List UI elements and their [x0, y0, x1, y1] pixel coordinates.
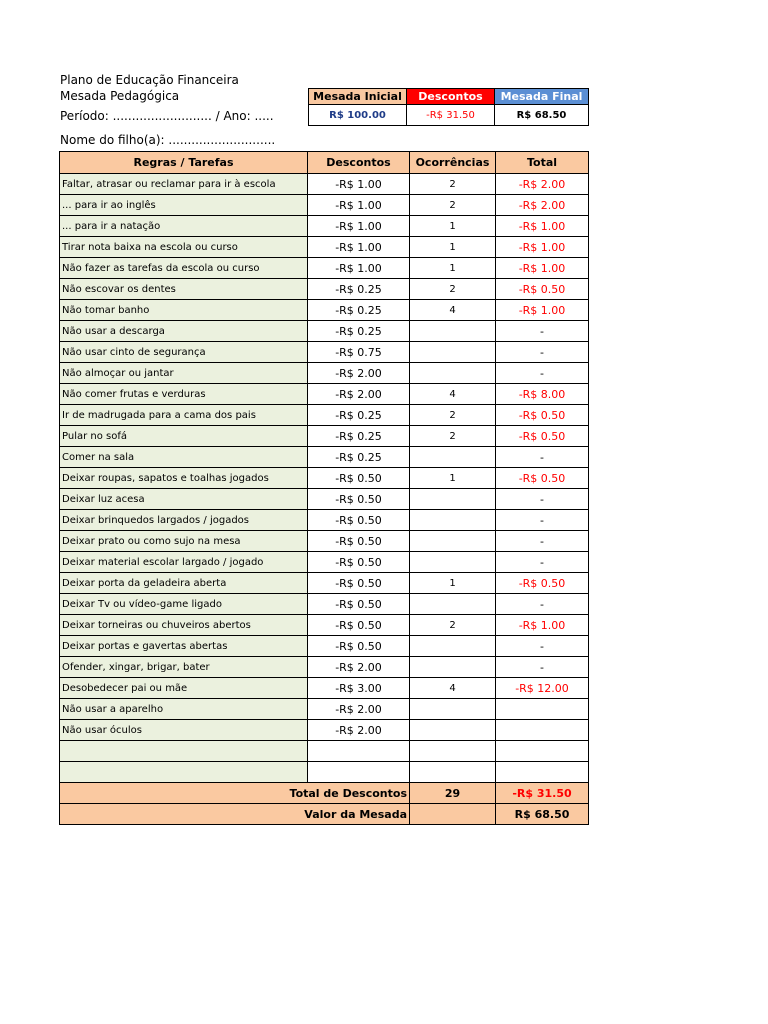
- occurrences-cell[interactable]: [410, 447, 496, 468]
- total-cell: -: [496, 489, 589, 510]
- table-row: [60, 321, 589, 342]
- total-cell: -R$ 1.00: [496, 300, 589, 321]
- total-cell: -: [496, 510, 589, 531]
- table-header-row: [60, 152, 589, 174]
- total-cell: -R$ 0.50: [496, 468, 589, 489]
- discounts-header: Descontos: [407, 89, 495, 105]
- table-row: [60, 363, 589, 384]
- occurrences-cell[interactable]: [410, 531, 496, 552]
- discount-cell[interactable]: -R$ 0.50: [308, 594, 410, 615]
- discount-cell[interactable]: -R$ 0.25: [308, 405, 410, 426]
- total-cell: -R$ 8.00: [496, 384, 589, 405]
- table-row: [60, 342, 589, 363]
- total-cell: -: [496, 447, 589, 468]
- rule-cell: Não usar cinto de segurança: [60, 342, 308, 363]
- discount-cell[interactable]: -R$ 0.25: [308, 321, 410, 342]
- occurrences-cell[interactable]: [410, 741, 496, 762]
- occurrences-cell[interactable]: 2: [410, 615, 496, 636]
- table-row: [60, 552, 589, 573]
- rule-cell: Ir de madrugada para a cama dos pais: [60, 405, 308, 426]
- discount-cell[interactable]: -R$ 0.25: [308, 300, 410, 321]
- table-row: [60, 384, 589, 405]
- doc-title: Plano de Educação Financeira: [60, 73, 239, 87]
- rule-cell: ... para ir ao inglês: [60, 195, 308, 216]
- table-row: [60, 300, 589, 321]
- initial-allowance-header: Mesada Inicial: [309, 89, 407, 105]
- col-header-rules: Regras / Tarefas: [60, 152, 308, 174]
- discount-cell[interactable]: -R$ 0.50: [308, 510, 410, 531]
- occurrences-cell[interactable]: 4: [410, 678, 496, 699]
- rule-cell: Tirar nota baixa na escola ou curso: [60, 237, 308, 258]
- rule-cell: [60, 762, 308, 783]
- discount-cell[interactable]: [308, 762, 410, 783]
- total-cell: -: [496, 363, 589, 384]
- total-cell: -R$ 0.50: [496, 426, 589, 447]
- discount-cell[interactable]: -R$ 1.00: [308, 258, 410, 279]
- final-allowance-header: Mesada Final: [495, 89, 589, 105]
- occurrences-cell[interactable]: 1: [410, 237, 496, 258]
- rule-cell: Ofender, xingar, brigar, bater: [60, 657, 308, 678]
- doc-subtitle: Mesada Pedagógica: [60, 89, 180, 103]
- discount-cell[interactable]: -R$ 0.25: [308, 279, 410, 300]
- allowance-value: R$ 68.50: [496, 804, 589, 825]
- total-cell: -R$ 1.00: [496, 216, 589, 237]
- table-row: [60, 531, 589, 552]
- discount-cell[interactable]: -R$ 1.00: [308, 195, 410, 216]
- occurrences-cell[interactable]: 4: [410, 384, 496, 405]
- table-row: [60, 279, 589, 300]
- table-row: [60, 174, 589, 195]
- rule-cell: [60, 741, 308, 762]
- total-occurrences: 29: [410, 783, 496, 804]
- child-name-field[interactable]: Nome do filho(a): ............................: [60, 133, 276, 147]
- total-discounts-label: Total de Descontos: [60, 783, 410, 804]
- occurrences-cell[interactable]: [410, 552, 496, 573]
- discount-cell[interactable]: -R$ 0.50: [308, 552, 410, 573]
- table-row: [60, 489, 589, 510]
- rule-cell: Deixar torneiras ou chuveiros abertos: [60, 615, 308, 636]
- rule-cell: Deixar material escolar largado / jogado: [60, 552, 308, 573]
- initial-allowance-value[interactable]: R$ 100.00: [309, 105, 407, 126]
- occurrences-cell[interactable]: 2: [410, 174, 496, 195]
- final-allowance-value: R$ 68.50: [495, 105, 589, 126]
- total-cell: [496, 762, 589, 783]
- total-cell: -R$ 0.50: [496, 405, 589, 426]
- rule-cell: Desobedecer pai ou mãe: [60, 678, 308, 699]
- occurrences-cell[interactable]: [410, 342, 496, 363]
- total-cell: -R$ 1.00: [496, 237, 589, 258]
- rule-cell: Deixar luz acesa: [60, 489, 308, 510]
- rule-cell: Não usar a aparelho: [60, 699, 308, 720]
- table-row: [60, 573, 589, 594]
- table-row: [60, 741, 589, 762]
- discount-cell[interactable]: -R$ 0.75: [308, 342, 410, 363]
- table-row: [60, 762, 589, 783]
- discount-cell[interactable]: -R$ 2.00: [308, 384, 410, 405]
- table-row: [60, 195, 589, 216]
- occurrences-cell[interactable]: 1: [410, 468, 496, 489]
- rule-cell: Deixar porta da geladeira aberta: [60, 573, 308, 594]
- discount-cell[interactable]: -R$ 2.00: [308, 657, 410, 678]
- total-cell: -R$ 2.00: [496, 174, 589, 195]
- discount-cell[interactable]: -R$ 0.50: [308, 489, 410, 510]
- table-row: [60, 720, 589, 741]
- period-field[interactable]: Período: .......................... / Ano: .....: [60, 109, 274, 123]
- table-row: [60, 447, 589, 468]
- table-row: [60, 657, 589, 678]
- discount-cell[interactable]: -R$ 0.50: [308, 615, 410, 636]
- occurrences-cell[interactable]: [410, 321, 496, 342]
- table-row: [60, 237, 589, 258]
- allowance-row: [60, 804, 589, 825]
- total-cell: -: [496, 552, 589, 573]
- table-row: [60, 216, 589, 237]
- discount-cell[interactable]: -R$ 2.00: [308, 699, 410, 720]
- rule-cell: Pular no sofá: [60, 426, 308, 447]
- occurrences-cell[interactable]: [410, 594, 496, 615]
- summary-table: [308, 88, 589, 126]
- discount-cell[interactable]: -R$ 0.50: [308, 636, 410, 657]
- rule-cell: Não escovar os dentes: [60, 279, 308, 300]
- table-row: [60, 678, 589, 699]
- total-cell: -R$ 1.00: [496, 258, 589, 279]
- col-header-discounts: Descontos: [308, 152, 410, 174]
- total-discounts-value: -R$ 31.50: [496, 783, 589, 804]
- total-cell: -: [496, 594, 589, 615]
- rule-cell: Deixar prato ou como sujo na mesa: [60, 531, 308, 552]
- rule-cell: Deixar brinquedos largados / jogados: [60, 510, 308, 531]
- total-cell: -: [496, 636, 589, 657]
- occurrences-cell[interactable]: [410, 636, 496, 657]
- rule-cell: Não usar a descarga: [60, 321, 308, 342]
- occurrences-cell[interactable]: [410, 489, 496, 510]
- rule-cell: Deixar roupas, sapatos e toalhas jogados: [60, 468, 308, 489]
- total-cell: -R$ 0.50: [496, 279, 589, 300]
- allowance-label: Valor da Mesada: [60, 804, 410, 825]
- occurrences-cell[interactable]: 1: [410, 573, 496, 594]
- total-cell: -R$ 2.00: [496, 195, 589, 216]
- total-cell: -: [496, 657, 589, 678]
- rule-cell: Faltar, atrasar ou reclamar para ir à escola: [60, 174, 308, 195]
- rule-cell: Não comer frutas e verduras: [60, 384, 308, 405]
- discount-cell[interactable]: -R$ 1.00: [308, 237, 410, 258]
- discount-cell[interactable]: -R$ 0.25: [308, 447, 410, 468]
- discount-cell[interactable]: -R$ 2.00: [308, 720, 410, 741]
- total-cell: [496, 741, 589, 762]
- rule-cell: Deixar portas e gavertas abertas: [60, 636, 308, 657]
- table-row: [60, 510, 589, 531]
- discounts-value: -R$ 31.50: [407, 105, 495, 126]
- table-row: [60, 699, 589, 720]
- total-cell: [496, 720, 589, 741]
- table-row: [60, 258, 589, 279]
- total-discounts-row: [60, 783, 589, 804]
- table-row: [60, 636, 589, 657]
- occurrences-cell[interactable]: [410, 510, 496, 531]
- discount-cell[interactable]: -R$ 1.00: [308, 216, 410, 237]
- occurrences-cell[interactable]: [410, 699, 496, 720]
- rule-cell: Deixar Tv ou vídeo-game ligado: [60, 594, 308, 615]
- total-cell: -: [496, 342, 589, 363]
- discount-cell[interactable]: -R$ 0.25: [308, 426, 410, 447]
- occurrences-cell[interactable]: 2: [410, 195, 496, 216]
- col-header-total: Total: [496, 152, 589, 174]
- discount-cell[interactable]: -R$ 0.50: [308, 468, 410, 489]
- rule-cell: Não usar óculos: [60, 720, 308, 741]
- rules-table: [59, 151, 589, 825]
- occurrences-cell[interactable]: 2: [410, 426, 496, 447]
- total-cell: -R$ 0.50: [496, 573, 589, 594]
- table-row: [60, 594, 589, 615]
- discount-cell[interactable]: -R$ 0.50: [308, 531, 410, 552]
- occurrences-cell[interactable]: [410, 720, 496, 741]
- occurrences-cell[interactable]: 1: [410, 216, 496, 237]
- rule-cell: Não almoçar ou jantar: [60, 363, 308, 384]
- table-row: [60, 615, 589, 636]
- discount-cell[interactable]: -R$ 2.00: [308, 363, 410, 384]
- table-row: [60, 405, 589, 426]
- occurrences-cell[interactable]: 4: [410, 300, 496, 321]
- occurrences-cell[interactable]: [410, 762, 496, 783]
- discount-cell[interactable]: [308, 741, 410, 762]
- discount-cell[interactable]: -R$ 0.50: [308, 573, 410, 594]
- discount-cell[interactable]: -R$ 3.00: [308, 678, 410, 699]
- occurrences-cell[interactable]: [410, 363, 496, 384]
- total-cell: [496, 699, 589, 720]
- occurrences-cell[interactable]: 2: [410, 405, 496, 426]
- total-cell: -: [496, 321, 589, 342]
- occurrences-cell[interactable]: [410, 657, 496, 678]
- occurrences-cell[interactable]: 1: [410, 258, 496, 279]
- discount-cell[interactable]: -R$ 1.00: [308, 174, 410, 195]
- rule-cell: Comer na sala: [60, 447, 308, 468]
- total-cell: -R$ 1.00: [496, 615, 589, 636]
- occurrences-cell[interactable]: 2: [410, 279, 496, 300]
- rule-cell: Não fazer as tarefas da escola ou curso: [60, 258, 308, 279]
- rule-cell: ... para ir a natação: [60, 216, 308, 237]
- table-row: [60, 426, 589, 447]
- rule-cell: Não tomar banho: [60, 300, 308, 321]
- total-cell: -R$ 12.00: [496, 678, 589, 699]
- table-row: [60, 468, 589, 489]
- allowance-empty-cell: [410, 804, 496, 825]
- total-cell: -: [496, 531, 589, 552]
- col-header-occurrences: Ocorrências: [410, 152, 496, 174]
